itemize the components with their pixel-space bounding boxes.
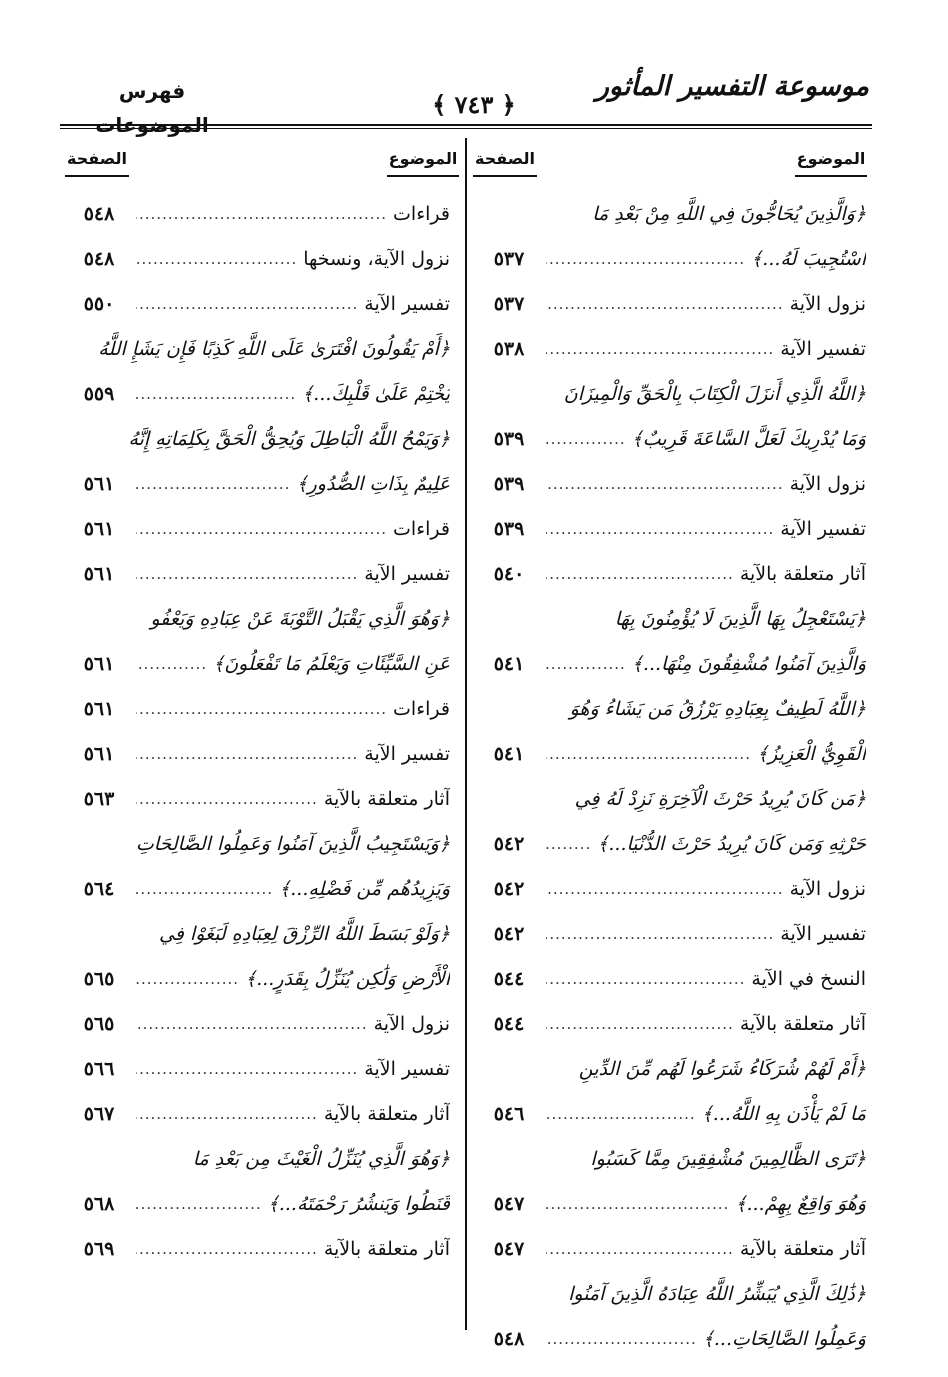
index-entry [68, 1002, 450, 1047]
verse-first-line: ﴿اللَّهُ لَطِيفٌ بِعِبَادِهِ يَرْزُقُ مَن يَشَاءُ وَهُوَ [569, 698, 866, 720]
left-page-label: الصفحة [65, 143, 129, 177]
entry-page-number: ٥٥٩ [83, 383, 115, 405]
verse-first-line: ﴿وَيَسْتَجِيبُ الَّذِينَ آمَنُوا وَعَمِلُوا الصَّالِحَاتِ [135, 833, 450, 855]
index-entry [478, 642, 866, 687]
dot-leader [136, 732, 358, 777]
index-entry [68, 192, 450, 237]
right-index-column [478, 192, 866, 1350]
entry-title: نزول الآية، ونسخها [303, 248, 450, 270]
index-entry [478, 1317, 866, 1362]
entry-page-number: ٥٤٤ [493, 1013, 525, 1035]
index-entry [478, 507, 866, 552]
header-rule-thin [60, 128, 872, 129]
entry-title: قراءات [393, 698, 450, 720]
index-entry [478, 237, 866, 282]
entry-page-number: ٥٦٣ [83, 788, 115, 810]
verse-first-line: ﴿وَالَّذِينَ يُحَاجُّونَ فِي اللَّهِ مِنْ بَعْدِ مَا [592, 203, 866, 225]
index-entry [68, 372, 450, 417]
dot-leader [136, 507, 387, 552]
verse-first-line: ﴿مَن كَانَ يُرِيدُ حَرْثَ الْآخِرَةِ نَزِدْ لَهُ فِي [574, 788, 866, 810]
verse-first-line: ﴿وَيَمْحُ اللَّهُ الْبَاطِلَ وَيُحِقُّ الْحَقَّ بِكَلِمَاتِهِ إِنَّهُ [128, 428, 450, 450]
entry-page-number: ٥٤٢ [493, 878, 525, 900]
entry-page-number: ٥٤٨ [83, 248, 115, 270]
dot-leader [546, 957, 745, 1002]
index-title: فهرس الموضوعات [95, 79, 209, 137]
entry-title: قراءات [393, 518, 450, 540]
entry-page-number: ٥٣٩ [493, 428, 525, 450]
entry-page-number: ٥٤٢ [493, 923, 525, 945]
entry-page-number: ٥٣٧ [493, 248, 525, 270]
entry-title: عَنِ السَّيِّئَاتِ وَيَعْلَمُ مَا تَفْعَلُونَ﴾ [213, 653, 450, 675]
entry-page-number: ٥٤٦ [493, 1103, 525, 1125]
dot-leader [546, 237, 745, 282]
entry-title: نزول الآية [789, 878, 866, 900]
entry-page-number: ٥٤٨ [493, 1328, 525, 1350]
entry-page-number: ٥٤٧ [493, 1238, 525, 1260]
dot-leader [136, 237, 297, 282]
index-entry [478, 912, 866, 957]
index-entry [478, 1092, 866, 1137]
index-entry [68, 237, 450, 282]
dot-leader [136, 192, 387, 237]
index-entry [68, 552, 450, 597]
index-entry [68, 957, 450, 1002]
entry-title: تفسير الآية [780, 338, 866, 360]
dot-leader [546, 912, 774, 957]
index-entry [68, 1182, 450, 1227]
entry-title: تفسير الآية [364, 563, 450, 585]
entry-page-number: ٥٦٥ [83, 1013, 115, 1035]
dot-leader [136, 642, 207, 687]
dot-leader [546, 1182, 729, 1227]
right-topic-label: الموضوع [795, 143, 868, 177]
dot-leader [546, 867, 784, 912]
entry-title: تفسير الآية [364, 1058, 450, 1080]
entry-title: آثار متعلقة بالآية [739, 1013, 866, 1035]
left-page-heading [62, 143, 132, 179]
dot-leader [136, 462, 290, 507]
entry-page-number: ٥٦١ [83, 563, 115, 585]
entry-page-number: ٥٤٤ [493, 968, 525, 990]
entry-page-number: ٥٦٥ [83, 968, 115, 990]
entry-title: آثار متعلقة بالآية [739, 563, 866, 585]
entry-title: تفسير الآية [780, 518, 866, 540]
index-entry [478, 282, 866, 327]
verse-first-line: ﴿وَهُوَ الَّذِي يَقْبَلُ التَّوْبَةَ عَنْ عِبَادِهِ وَيَعْفُو [150, 608, 450, 630]
page-number: ﴿ ٧٤٣ ﴾ [432, 90, 516, 119]
entry-page-number: ٥٣٧ [493, 293, 525, 315]
dot-leader [136, 957, 239, 1002]
entry-page-number: ٥٣٩ [493, 473, 525, 495]
index-entry [68, 462, 450, 507]
entry-page-number: ٥٦٨ [83, 1193, 115, 1215]
index-entry [68, 282, 450, 327]
index-entry [478, 822, 866, 867]
entry-title: وَالَّذِينَ آمَنُوا مُشْفِقُونَ مِنْهَا...﴾ [631, 653, 866, 675]
entry-title: عَلِيمٌ بِذَاتِ الصُّدُورِ﴾ [296, 473, 450, 495]
index-entry [478, 1002, 866, 1047]
book-title: موسوعة التفسير المأثور [595, 71, 869, 102]
index-entry [478, 1227, 866, 1272]
header-rule [60, 124, 872, 126]
right-topic-heading [792, 143, 870, 179]
entry-title: تفسير الآية [364, 293, 450, 315]
verse-first-line: ﴿وَهُوَ الَّذِي يُنَزِّلُ الْغَيْثَ مِن بَعْدِ مَا [192, 1148, 450, 1170]
dot-leader [546, 732, 751, 777]
dot-leader [546, 822, 591, 867]
dot-leader [136, 372, 296, 417]
index-entry [478, 732, 866, 777]
entry-title: تفسير الآية [780, 923, 866, 945]
dot-leader [546, 417, 626, 462]
entry-title: آثار متعلقة بالآية [323, 788, 450, 810]
index-entry [478, 552, 866, 597]
dot-leader [546, 1317, 697, 1362]
right-page-label: الصفحة [473, 143, 537, 177]
index-entry [68, 1227, 450, 1272]
entry-title: الْقَوِيُّ الْعَزِيزُ﴾ [756, 743, 866, 765]
index-entry [478, 462, 866, 507]
dot-leader [136, 552, 358, 597]
index-entry [68, 1047, 450, 1092]
dot-leader [546, 462, 784, 507]
dot-leader [136, 282, 358, 327]
verse-first-line: ﴿تَرَى الظَّالِمِينَ مُشْفِقِينَ مِمَّا كَسَبُوا [590, 1148, 866, 1170]
dot-leader [136, 777, 318, 822]
entry-page-number: ٥٤٠ [493, 563, 525, 585]
left-topic-heading [384, 143, 462, 179]
dot-leader [546, 1002, 734, 1047]
index-entry [68, 867, 450, 912]
dot-leader [546, 552, 734, 597]
dot-leader [136, 867, 273, 912]
entry-page-number: ٥٦١ [83, 473, 115, 495]
entry-page-number: ٥٦١ [83, 518, 115, 540]
entry-title: حَرْثِهِ وَمَن كَانَ يُرِيدُ حَرْثَ الدُّنْيَا...﴾ [597, 833, 866, 855]
verse-first-line: ﴿ذَٰلِكَ الَّذِي يُبَشِّرُ اللَّهُ عِبَادَهُ الَّذِينَ آمَنُوا [568, 1283, 866, 1305]
entry-title: وَعَمِلُوا الصَّالِحَاتِ...﴾ [702, 1328, 866, 1350]
dot-leader [546, 327, 774, 372]
index-entry [478, 327, 866, 372]
column-divider [465, 138, 467, 1330]
entry-page-number: ٥٦١ [83, 698, 115, 720]
left-topic-label: الموضوع [387, 143, 460, 177]
entry-title: آثار متعلقة بالآية [323, 1238, 450, 1260]
left-index-column [68, 192, 450, 1332]
entry-title: يَخْتِمْ عَلَىٰ قَلْبِكَ...﴾ [302, 383, 450, 405]
entry-page-number: ٥٤٨ [83, 203, 115, 225]
index-entry [478, 1182, 866, 1227]
entry-page-number: ٥٤٧ [493, 1193, 525, 1215]
dot-leader [136, 1002, 368, 1047]
index-entry [68, 1092, 450, 1137]
entry-page-number: ٥٦١ [83, 743, 115, 765]
entry-title: نزول الآية [789, 293, 866, 315]
entry-title: قراءات [393, 203, 450, 225]
verse-first-line: ﴿يَسْتَعْجِلُ بِهَا الَّذِينَ لَا يُؤْمِنُونَ بِهَا [614, 608, 866, 630]
verse-first-line: ﴿أَمْ يَقُولُونَ افْتَرَىٰ عَلَى اللَّهِ كَذِبًا فَإِن يَشَإِ اللَّهُ [98, 338, 450, 360]
index-entry [68, 732, 450, 777]
dot-leader [136, 687, 387, 732]
verse-first-line: ﴿وَلَوْ بَسَطَ اللَّهُ الرِّزْقَ لِعِبَادِهِ لَبَغَوْا فِي [158, 923, 450, 945]
entry-page-number: ٥٣٨ [493, 338, 525, 360]
verse-first-line: ﴿أَمْ لَهُمْ شُرَكَاءُ شَرَعُوا لَهُم مِّنَ الدِّينِ [578, 1058, 866, 1080]
index-entry [68, 507, 450, 552]
index-entry [68, 777, 450, 822]
dot-leader [546, 1227, 734, 1272]
entry-title: الْأَرْضِ وَلَٰكِن يُنَزِّلُ بِقَدَرٍ...﴾ [245, 968, 450, 990]
entry-title: تفسير الآية [364, 743, 450, 765]
verse-first-line: ﴿اللَّهُ الَّذِي أَنزَلَ الْكِتَابَ بِالْحَقِّ وَالْمِيزَانَ [563, 383, 866, 405]
entry-page-number: ٥٤١ [493, 743, 525, 765]
entry-title: قَنَطُوا وَيَنشُرُ رَحْمَتَهُ...﴾ [267, 1193, 450, 1215]
index-entry [68, 687, 450, 732]
entry-page-number: ٥٦٧ [83, 1103, 115, 1125]
entry-page-number: ٥٤١ [493, 653, 525, 675]
dot-leader [546, 507, 774, 552]
entry-title: نزول الآية [789, 473, 866, 495]
dot-leader [546, 282, 784, 327]
index-entry [478, 417, 866, 462]
entry-page-number: ٥٥٠ [83, 293, 115, 315]
entry-title: وَمَا يُدْرِيكَ لَعَلَّ السَّاعَةَ قَرِيبٌ﴾ [631, 428, 866, 450]
right-page-heading [470, 143, 540, 179]
entry-page-number: ٥٦٩ [83, 1238, 115, 1260]
dot-leader [546, 1092, 696, 1137]
dot-leader [136, 1047, 358, 1092]
index-entry [68, 642, 450, 687]
entry-page-number: ٥٦١ [83, 653, 115, 675]
dot-leader [136, 1227, 318, 1272]
entry-page-number: ٥٣٩ [493, 518, 525, 540]
entry-title: نزول الآية [373, 1013, 450, 1035]
dot-leader [546, 642, 626, 687]
entry-page-number: ٥٦٦ [83, 1058, 115, 1080]
entry-title: وَيَزِيدُهُم مِّن فَضْلِهِ...﴾ [279, 878, 450, 900]
entry-title: آثار متعلقة بالآية [323, 1103, 450, 1125]
entry-title: النسخ في الآية [751, 968, 866, 990]
dot-leader [136, 1182, 262, 1227]
entry-title: وَهُوَ وَاقِعٌ بِهِمْ...﴾ [735, 1193, 866, 1215]
index-entry [478, 957, 866, 1002]
entry-page-number: ٥٤٢ [493, 833, 525, 855]
dot-leader [136, 1092, 318, 1137]
entry-title: آثار متعلقة بالآية [739, 1238, 866, 1260]
entry-title: مَا لَمْ يَأْذَن بِهِ اللَّهُ...﴾ [701, 1103, 866, 1125]
entry-title: اسْتُجِيبَ لَهُ...﴾ [751, 248, 866, 270]
entry-page-number: ٥٦٤ [83, 878, 115, 900]
index-entry [478, 867, 866, 912]
